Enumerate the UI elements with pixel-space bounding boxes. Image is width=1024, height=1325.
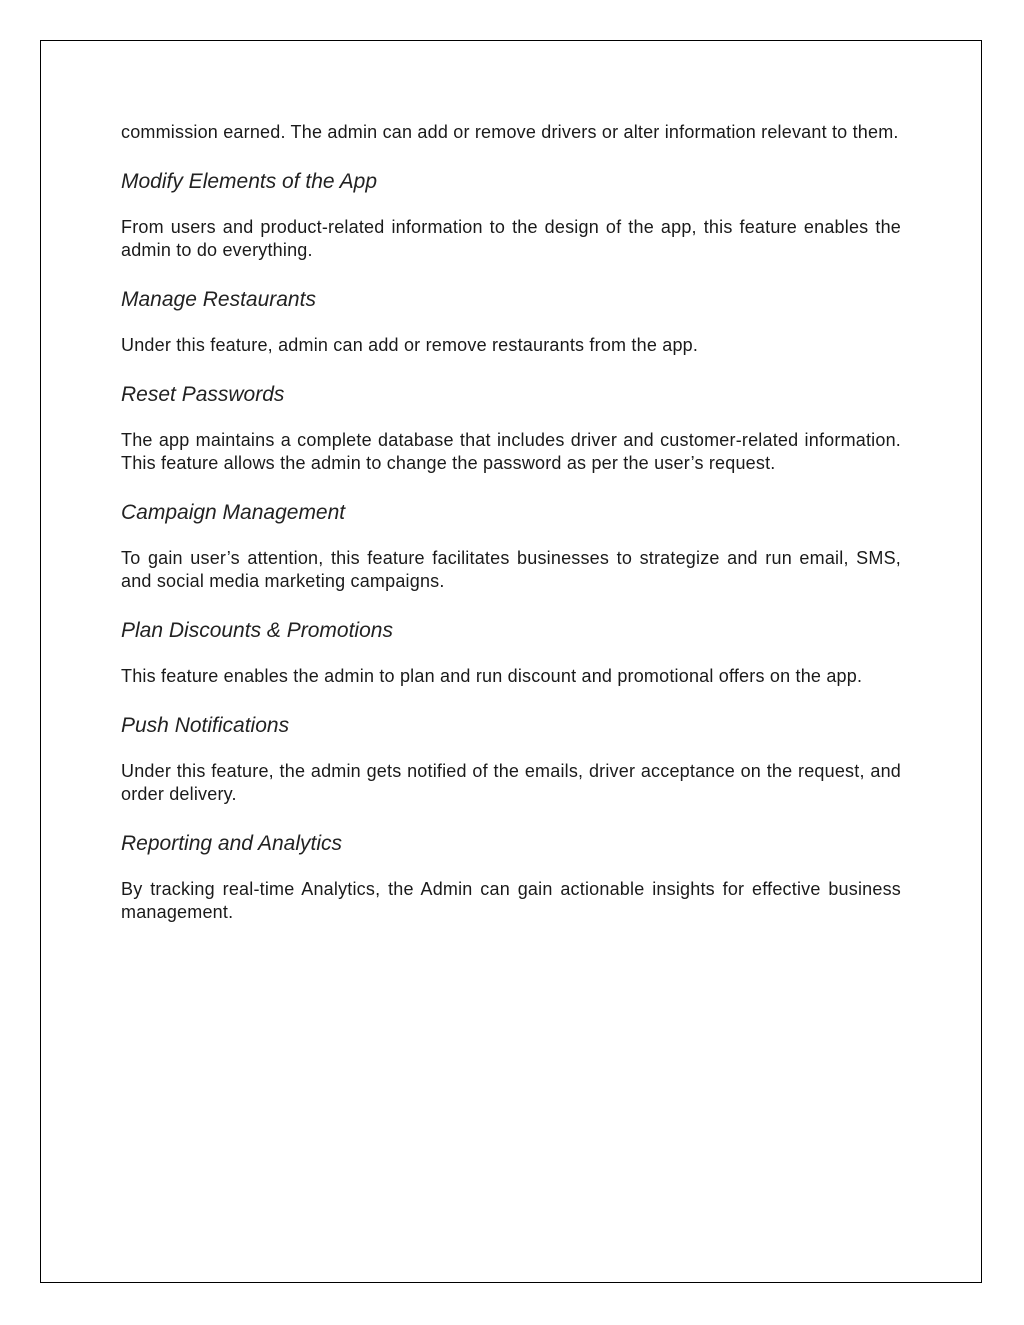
section-heading: Campaign Management xyxy=(121,501,346,524)
section-modify-elements xyxy=(121,169,901,262)
section-campaign-management xyxy=(121,500,901,593)
section-heading: Reset Passwords xyxy=(121,383,285,406)
section-heading: Reporting and Analytics xyxy=(121,832,343,855)
section-push-notifications xyxy=(121,713,901,806)
section-heading: Modify Elements of the App xyxy=(121,170,378,193)
section-reporting-analytics xyxy=(121,831,901,924)
section-reset-passwords xyxy=(121,382,901,475)
section-paragraph: The app maintains a complete database that includes driver and customer-related information. This feature allows the admin to change the password as per the user’s request. xyxy=(121,430,901,473)
document-content xyxy=(121,121,901,924)
section-manage-restaurants xyxy=(121,287,901,357)
intro-paragraph: commission earned. The admin can add or remove drivers or alter information relevant to them. xyxy=(121,122,899,142)
section-paragraph: By tracking real-time Analytics, the Admin can gain actionable insights for effective business management. xyxy=(121,879,901,922)
section-heading: Push Notifications xyxy=(121,714,290,737)
section-paragraph: To gain user’s attention, this feature facilitates businesses to strategize and run email, SMS, and social media marketing campaigns. xyxy=(121,548,901,591)
section-paragraph: From users and product-related information to the design of the app, this feature enables the admin to do everything. xyxy=(121,217,901,260)
section-heading: Plan Discounts & Promotions xyxy=(121,619,393,642)
section-paragraph: Under this feature, admin can add or remove restaurants from the app. xyxy=(121,335,699,355)
section-heading: Manage Restaurants xyxy=(121,288,316,311)
section-paragraph: Under this feature, the admin gets notified of the emails, driver acceptance on the request, and order delivery. xyxy=(121,761,901,804)
section-plan-discounts xyxy=(121,618,901,688)
section-paragraph: This feature enables the admin to plan and run discount and promotional offers on the app. xyxy=(121,666,863,686)
